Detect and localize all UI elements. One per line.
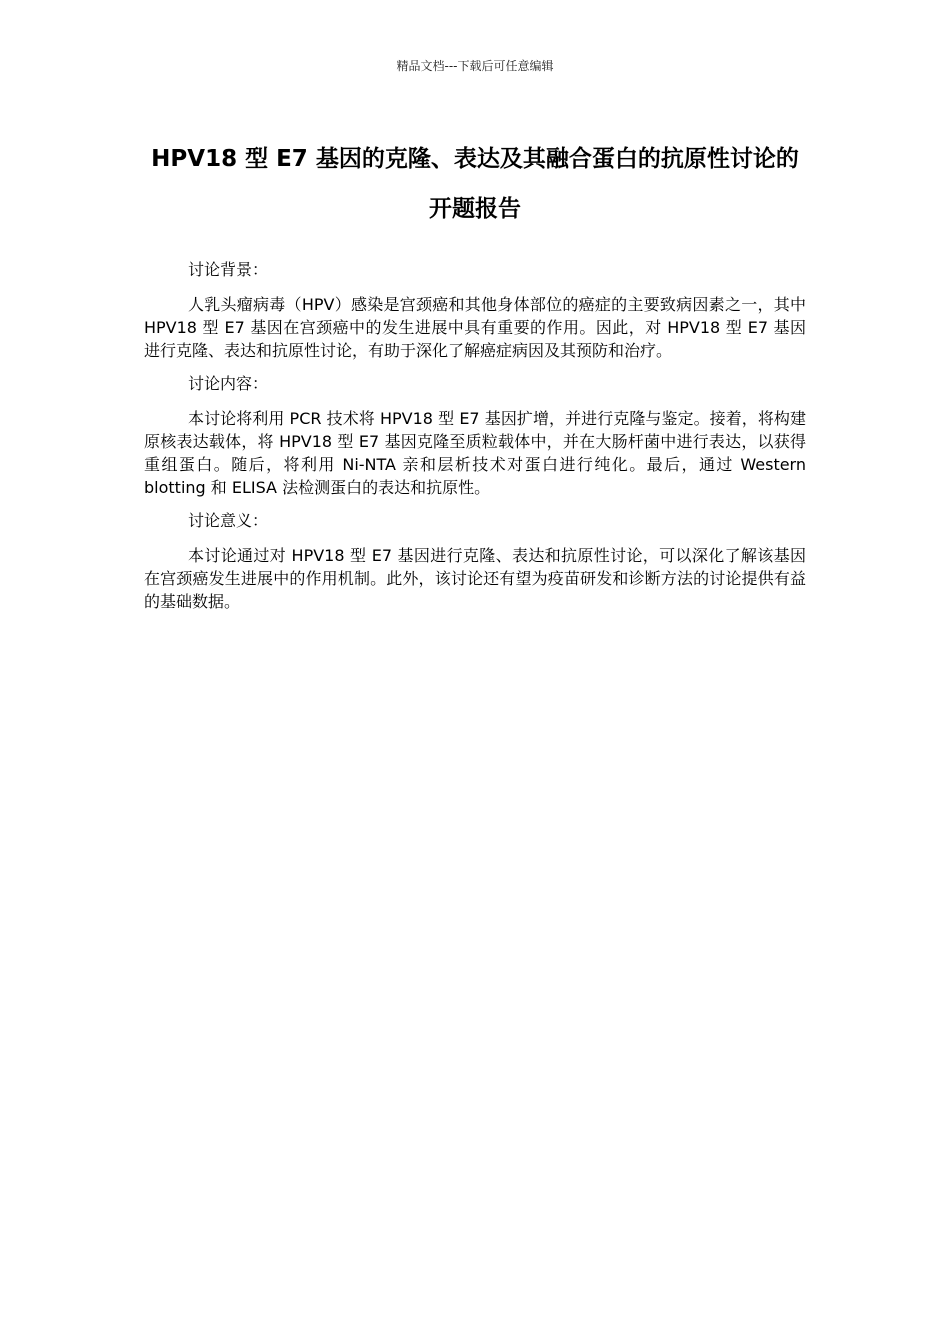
section-heading-significance: 讨论意义： xyxy=(188,511,269,530)
section-text-significance: 本讨论通过对 HPV18 型 E7 基因进行克隆、表达和抗原性讨论，可以深化了解该基因在宫颈癌发生进展中的作用机制。此外，该讨论还有望为疫苗研发和诊断方法的讨论提供有益的基础数据。 xyxy=(144,546,806,611)
section-text-content: 本讨论将利用 PCR 技术将 HPV18 型 E7 基因扩增，并进行克隆与鉴定。接着，将构建原核表达载体，将 HPV18 型 E7 基因克隆至质粒载体中，并在大肠杆菌中进行表达，以获得重组蛋白。随后，将利用 Ni-NTA 亲和层析技术对蛋白进行纯化。最后，通过 Western blotting 和 ELISA 法检测蛋白的表达和抗原性。 xyxy=(144,409,806,497)
document-body xyxy=(144,258,806,623)
document-title: HPV18 型 E7 基因的克隆、表达及其融合蛋白的抗原性讨论的开题报告 xyxy=(151,146,799,222)
header-note: 精品文档---下载后可任意编辑 xyxy=(396,59,554,73)
section-heading-background: 讨论背景： xyxy=(188,260,269,279)
section-text-background: 人乳头瘤病毒（HPV）感染是宫颈癌和其他身体部位的癌症的主要致病因素之一，其中 HPV18 型 E7 基因在宫颈癌中的发生进展中具有重要的作用。因此，对 HPV18 型 E7 基因进行克隆、表达和抗原性讨论，有助于深化了解癌症病因及其预防和治疗。 xyxy=(144,295,806,360)
section-heading-content: 讨论内容： xyxy=(188,374,269,393)
